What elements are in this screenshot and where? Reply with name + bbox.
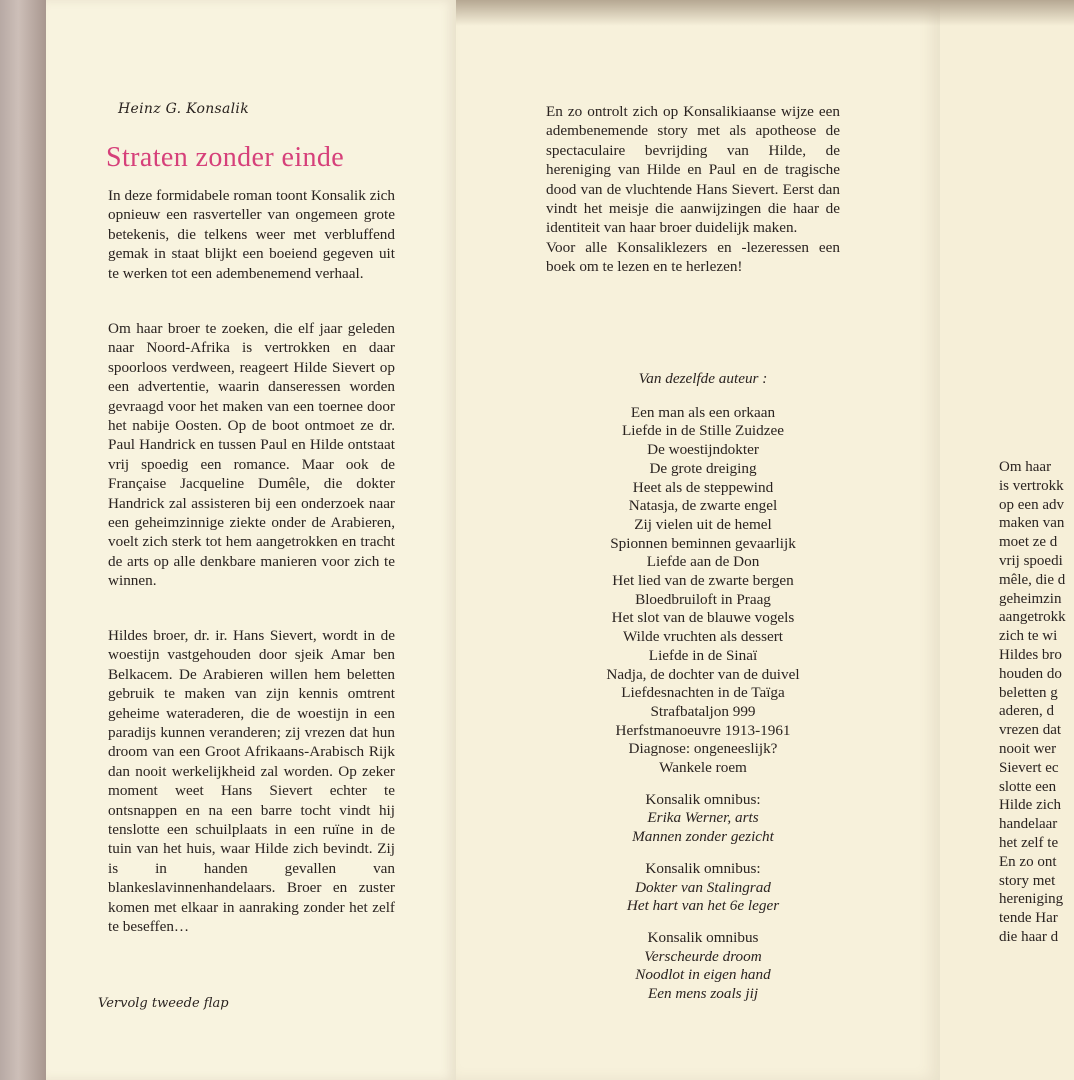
book-title-item: Het slot van de blauwe vogels xyxy=(611,609,795,627)
book-title-item: Het lied van de zwarte bergen xyxy=(612,572,794,590)
cut-off-line: beletten g xyxy=(999,684,1058,701)
omnibus-section xyxy=(540,791,866,847)
author-name: Heinz G. Konsalik xyxy=(118,101,249,117)
omnibus-heading: Konsalik omnibus xyxy=(647,928,759,946)
book-title-item: Heet als de steppewind xyxy=(632,478,774,496)
book-title-item: Liefdesnachten in de Taïga xyxy=(621,684,785,702)
plot-paragraph: Om haar broer te zoeken, die elf jaar geleden naar Noord-Afrika is vertrokken en daar spoorloos verdween, reageert Hilde Sievert op een advertentie, waarin danseressen worden gevraagd voor het maken van een toernee door het nabije Oosten. Op de boot ontmoet ze dr. Paul Handrick en tussen Paul en Hilde ontstaat vrij spoedig een romance. Maar ook de Française Jacqueline Dumêle, die dokter Handrick zal assisteren bij een onderzoek naar een geheimzinnige ziekte onder de Arabieren, voelt zich sterk tot hem aangetrokken en tracht de arts op alle denkbare manieren voor zich te winnen. xyxy=(108,320,395,590)
omnibus-title: Verscheurde droom xyxy=(644,947,762,965)
intro-paragraph: In deze formidabele roman toont Konsalik zich opnieuw een rasverteller van ongemeen grote betekenis, die telkens weer met verbluffend gemak in staat blijkt een boeiend gegeven uit te werken tot een adembenemend verhaal. xyxy=(108,187,395,282)
continued-note: Vervolg tweede flap xyxy=(98,996,229,1011)
book-title-item: De woestijndokter xyxy=(647,441,759,459)
cut-off-line: is vertrokk xyxy=(999,477,1064,494)
omnibus-section xyxy=(540,860,866,916)
recommendation-line: Voor alle Konsaliklezers en -lezeressen een boek om te lezen en te herlezen! xyxy=(546,238,840,276)
cut-off-line: zich te wi xyxy=(999,628,1058,645)
cut-off-line: vrezen dat xyxy=(999,722,1062,739)
other-books-heading: Van dezelfde auteur : xyxy=(638,370,768,387)
omnibus-title: Dokter van Stalingrad xyxy=(635,878,771,896)
omnibus-heading: Konsalik omnibus: xyxy=(645,859,761,877)
omnibus-heading: Konsalik omnibus: xyxy=(645,790,761,808)
book-title-item: Een man als een orkaan xyxy=(630,403,776,421)
cut-off-line: story met xyxy=(999,872,1056,889)
cut-off-line: Hilde zich xyxy=(999,797,1062,814)
cut-off-line: Om haar xyxy=(999,459,1052,475)
conclusion-paragraph: En zo ontrolt zich op Konsalikiaanse wijze een adembenemende story met als apotheose de spectaculaire bevrijding van Hilde, de hereniging van Hilde en Paul en de tragische dood van de vluchtende Hans Sievert. Eerst dan vindt het meisje die aanwijzingen die haar de identiteit van haar broer duidelijk maken. xyxy=(546,103,840,237)
omnibus-list xyxy=(540,791,866,1004)
book-title-item: Wilde vruchten als dessert xyxy=(622,628,784,646)
cut-off-line: En zo ont xyxy=(999,853,1057,870)
book-title-item: Diagnose: ongeneeslijk? xyxy=(628,740,778,758)
book-title-item: Liefde in de Stille Zuidzee xyxy=(622,422,784,440)
book-title-item: Bloedbruiloft in Praag xyxy=(635,590,771,608)
book-title-item: De grote dreiging xyxy=(649,459,757,477)
cut-off-line: moet ze d xyxy=(999,534,1058,551)
book-title: Straten zonder einde xyxy=(106,142,345,173)
cut-off-line: op een adv xyxy=(999,496,1064,513)
book-title-item: Spionnen beminnen gevaarlijk xyxy=(610,534,796,552)
book-title-item: Nadja, de dochter van de duivel xyxy=(606,665,800,683)
cut-off-line: nooit wer xyxy=(999,740,1057,757)
cut-off-line: hereniging xyxy=(999,891,1064,908)
book-titles xyxy=(540,404,866,778)
omnibus-title: Het hart van het 6e leger xyxy=(626,897,780,915)
cut-off-line: aangetrokk xyxy=(999,609,1066,626)
cut-off-line: geheimzin xyxy=(999,590,1062,607)
book-title-item: Liefde aan de Don xyxy=(646,553,760,571)
cut-off-line: aderen, d xyxy=(999,703,1054,720)
cut-off-line: mêle, die d xyxy=(999,571,1066,588)
cut-off-line: houden do xyxy=(999,665,1062,682)
second-copy-text xyxy=(999,458,1074,947)
book-title-item: Strafbataljon 999 xyxy=(650,702,756,720)
cut-off-line: vrij spoedi xyxy=(999,552,1063,569)
omnibus-title: Mannen zonder gezicht xyxy=(632,828,774,846)
book-title-item: Liefde in de Sinaï xyxy=(648,646,758,664)
cut-off-line: maken van xyxy=(999,515,1065,532)
adjacent-cover-edge xyxy=(0,0,46,1080)
cut-off-line: slotte een xyxy=(999,778,1057,795)
cut-off-line: Hildes bro xyxy=(999,646,1062,663)
plot-paragraph-continued: Hildes broer, dr. ir. Hans Sievert, wordt in de woestijn vastgehouden door sjeik Amar ben Belkacem. De Arabieren willen hem beletten gebruik te maken van zijn kennis omtrent geheime wateraderen, die de woestijn in een paradijs kunnen veranderen; zij vrezen dat hun droom van een Groot Afrikaans-Arabisch Rijk dan nooit werkelijkheid zal worden. Op zeker moment weet Hans Sievert echter te ontsnappen en na een barre tocht vindt hij tenslotte een schuilplaats in een ruïne in de tuin van het huis, waar Hilde zich bevindt. Zij is in handen gevallen van blankeslavinnenhandelaars. Broer en zuster komen met elkaar in aanraking zonder het zelf te beseffen… xyxy=(108,627,395,936)
book-title-item: Wankele roem xyxy=(659,759,747,777)
other-books-list xyxy=(540,370,866,1004)
cut-off-line: die haar d xyxy=(999,928,1059,945)
cut-off-line: handelaar xyxy=(999,816,1058,833)
book-title-item: Zij vielen uit de hemel xyxy=(634,515,772,533)
book-title-item: Natasja, de zwarte engel xyxy=(628,497,778,515)
fold-shadow xyxy=(456,0,1074,26)
omnibus-title: Erika Werner, arts xyxy=(647,809,759,827)
cut-off-line: tende Har xyxy=(999,910,1058,927)
book-title-item: Herfstmanoeuvre 1913-1961 xyxy=(615,721,791,739)
omnibus-title: Noodlot in eigen hand xyxy=(635,966,771,984)
back-flap-text xyxy=(546,102,840,277)
omnibus-title: Een mens zoals jij xyxy=(647,985,759,1003)
omnibus-section xyxy=(540,929,866,1004)
cut-off-line: het zelf te xyxy=(999,834,1059,851)
cut-off-line: Sievert ec xyxy=(999,759,1059,776)
